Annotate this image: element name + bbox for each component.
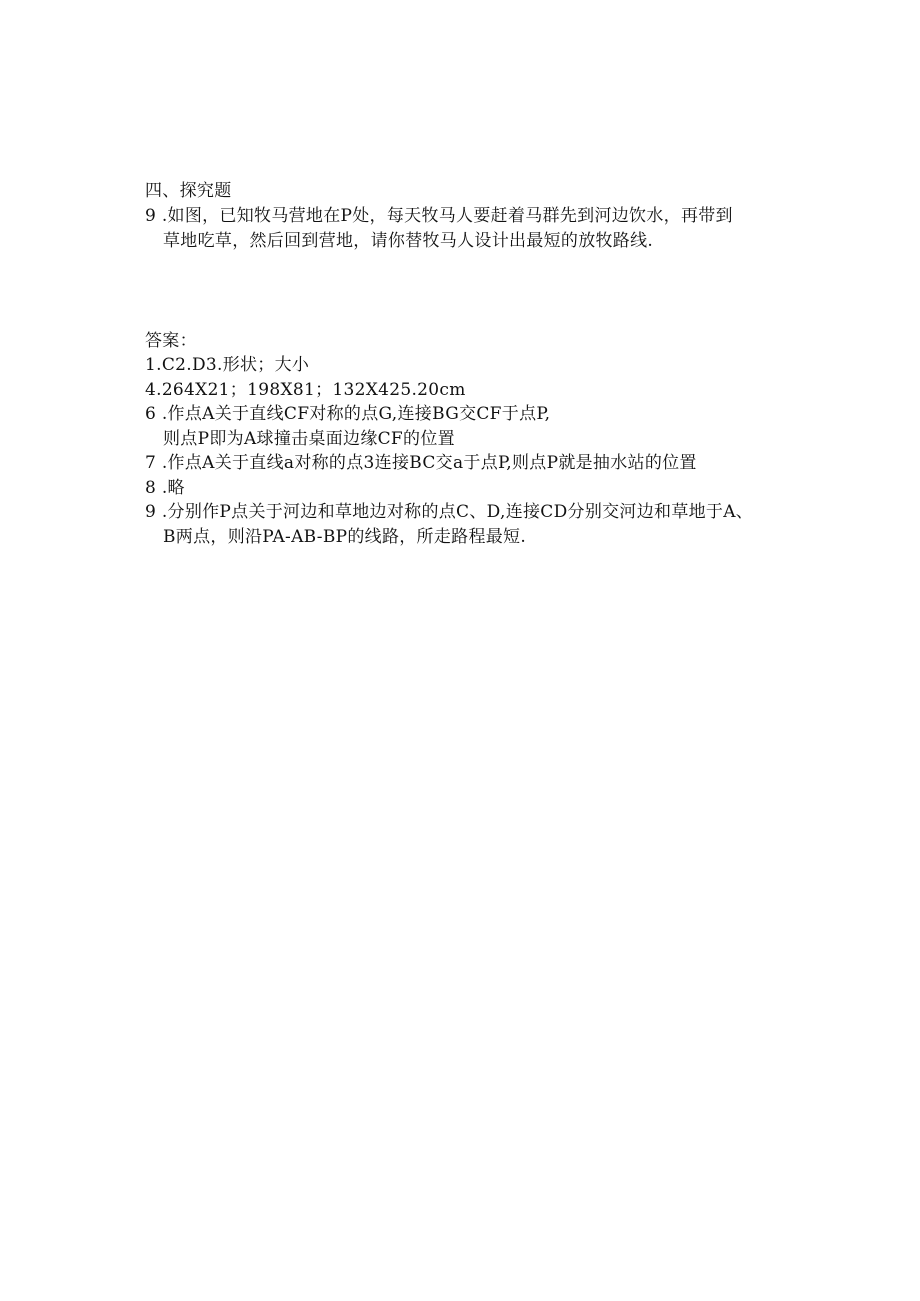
answer-1-3: 1.C2.D3.形状；大小 (145, 355, 310, 375)
answer-9-line-2: B两点，则沿PA-AB-BP的线路，所走路程最短. (163, 527, 527, 547)
question-9-line-2: 草地吃草，然后回到营地，请你替牧马人设计出最短的放牧路线. (163, 231, 654, 251)
answer-6-line-1: 6 .作点A关于直线CF对称的点G,连接BG交CF于点P, (145, 404, 551, 424)
answer-8: 8 .略 (145, 478, 185, 498)
section-title: 四、探究题 (145, 181, 232, 201)
answer-4-5: 4.264X21；198X81；132X425.20cm (145, 380, 466, 400)
answers-heading: 答案： (145, 331, 197, 351)
answer-9-line-1: 9 .分别作P点关于河边和草地边对称的点C、D,连接CD分别交河边和草地于A、 (145, 502, 754, 522)
question-9-line-1: 9 .如图，已知牧马营地在P处，每天牧马人要赶着马群先到河边饮水，再带到 (145, 206, 733, 226)
answer-7: 7 .作点A关于直线a对称的点3连接BC交a于点P,则点P就是抽水站的位置 (145, 453, 697, 473)
answer-6-line-2: 则点P即为A球撞击桌面边缘CF的位置 (163, 429, 455, 449)
